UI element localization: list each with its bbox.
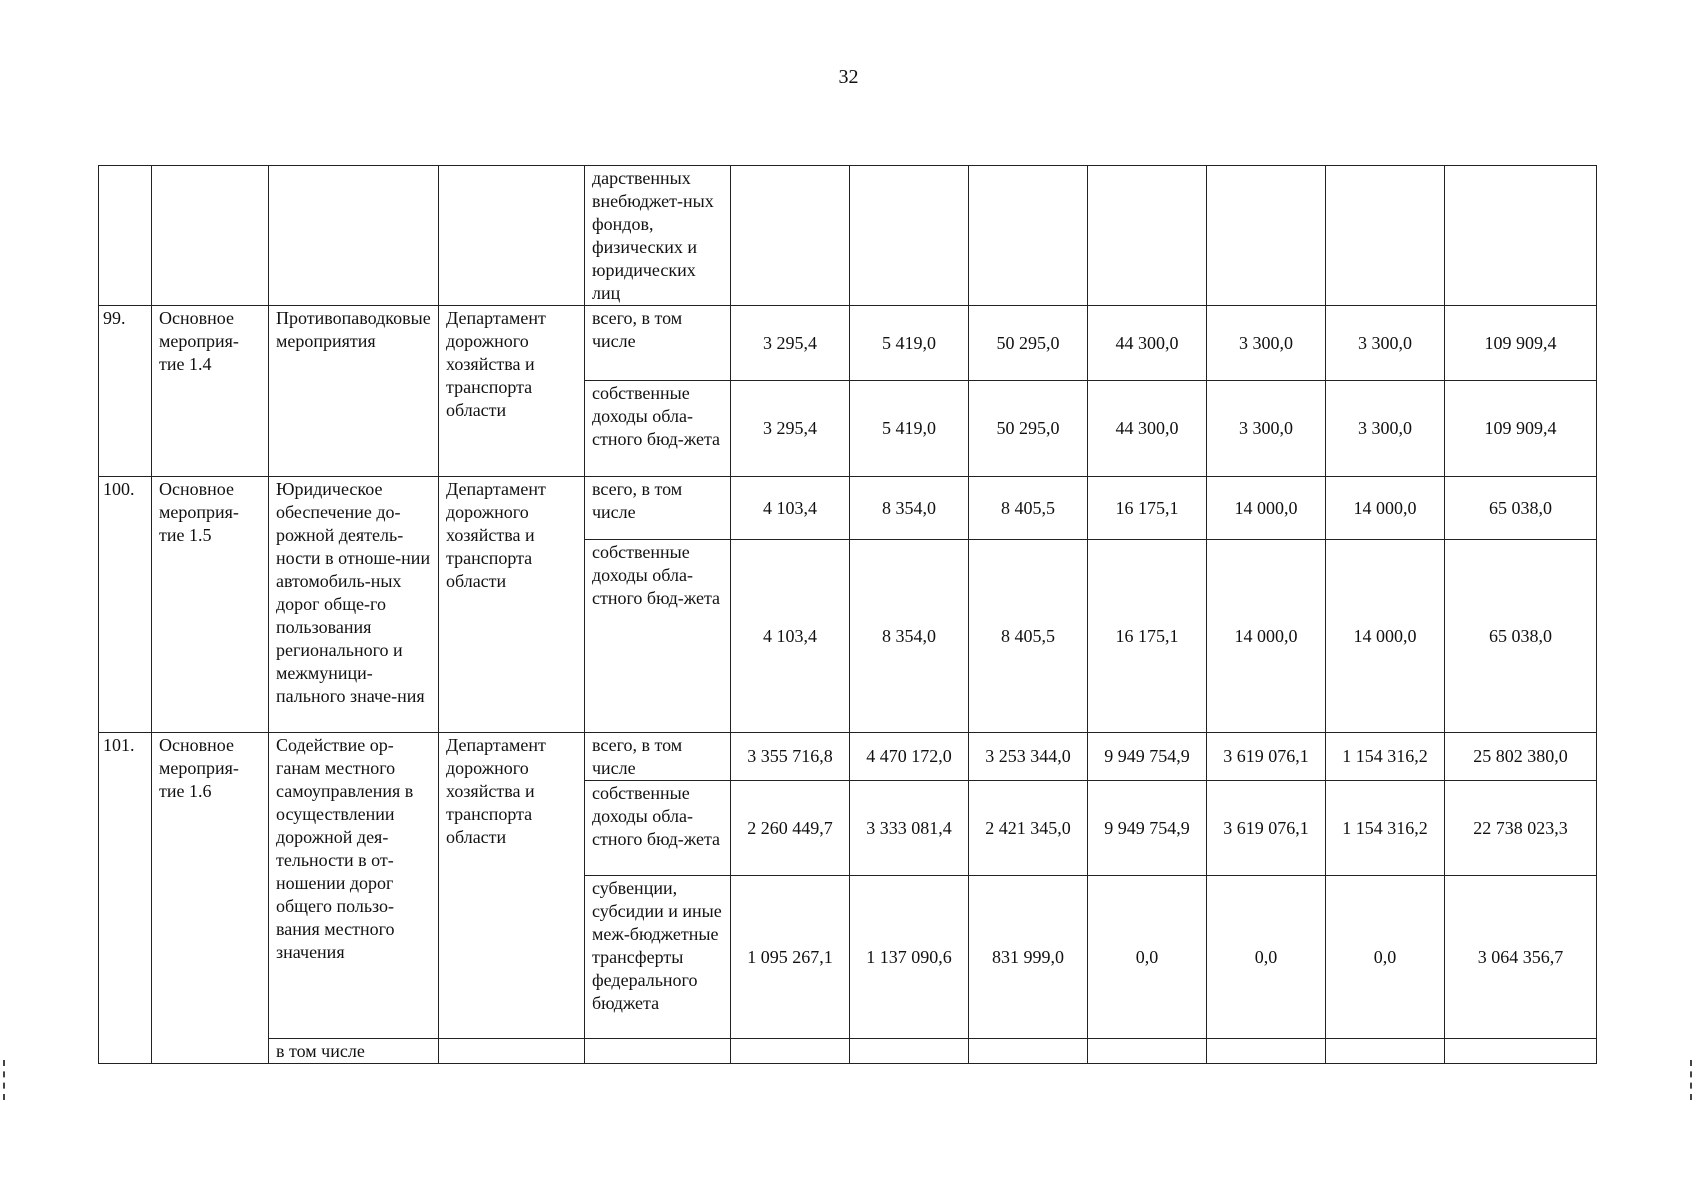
total-cell: 65 038,0 bbox=[1445, 540, 1597, 733]
event-name-cell: Юридическое обеспечение до-рожной деятель-ности в отноше-нии автомобиль-ных дорог обще-го пользования регионального и межмуници-пального значе-ния bbox=[269, 477, 439, 733]
value-cell: 8 354,0 bbox=[850, 477, 969, 540]
scan-margin-mark bbox=[3, 1060, 7, 1100]
value-cell: 5 419,0 bbox=[850, 306, 969, 381]
value-cell: 1 137 090,6 bbox=[850, 876, 969, 1039]
value-cell: 16 175,1 bbox=[1088, 477, 1207, 540]
value-cell: 0,0 bbox=[1207, 876, 1326, 1039]
value-cell: 1 095 267,1 bbox=[731, 876, 850, 1039]
value-cell: 3 300,0 bbox=[1326, 381, 1445, 477]
table-cell bbox=[969, 166, 1088, 306]
value-cell: 0,0 bbox=[1326, 876, 1445, 1039]
total-cell: 65 038,0 bbox=[1445, 477, 1597, 540]
table-cell bbox=[152, 166, 269, 306]
value-cell: 3 355 716,8 bbox=[731, 733, 850, 781]
total-cell: 109 909,4 bbox=[1445, 381, 1597, 477]
event-cell: Основное мероприя-тие 1.4 bbox=[152, 306, 269, 477]
value-cell: 16 175,1 bbox=[1088, 540, 1207, 733]
funding-source-cell: собственные доходы обла-стного бюд-жета bbox=[585, 381, 731, 477]
value-cell: 2 421 345,0 bbox=[969, 781, 1088, 876]
value-cell: 50 295,0 bbox=[969, 306, 1088, 381]
value-cell: 3 295,4 bbox=[731, 381, 850, 477]
event-name-cell: Содействие ор-ганам местного самоуправления в осуществлении дорожной дея-тельности в от-ношении дорог общего пользо-вания местного значения bbox=[269, 733, 439, 1039]
value-cell: 8 405,5 bbox=[969, 477, 1088, 540]
table-cell bbox=[969, 1039, 1088, 1064]
value-cell: 1 154 316,2 bbox=[1326, 733, 1445, 781]
value-cell: 44 300,0 bbox=[1088, 381, 1207, 477]
value-cell: 9 949 754,9 bbox=[1088, 733, 1207, 781]
table-cell bbox=[850, 1039, 969, 1064]
row-index: 100. bbox=[99, 477, 152, 733]
value-cell: 44 300,0 bbox=[1088, 306, 1207, 381]
value-cell: 50 295,0 bbox=[969, 381, 1088, 477]
funding-source-cell: субвенции, субсидии и иные меж-бюджетные трансферты федерального бюджета bbox=[585, 876, 731, 1039]
value-cell: 8 405,5 bbox=[969, 540, 1088, 733]
value-cell: 3 295,4 bbox=[731, 306, 850, 381]
value-cell: 14 000,0 bbox=[1326, 540, 1445, 733]
continuation-source-cell: дарственных внебюджет-ных фондов, физических и юридических лиц bbox=[585, 166, 731, 306]
table-cell bbox=[1207, 1039, 1326, 1064]
table-cell bbox=[1207, 166, 1326, 306]
row-index: 99. bbox=[99, 306, 152, 477]
table-cell bbox=[1326, 166, 1445, 306]
value-cell: 8 354,0 bbox=[850, 540, 969, 733]
executor-cell: Департамент дорожного хозяйства и транспорта области bbox=[439, 477, 585, 733]
table-cell bbox=[1445, 166, 1597, 306]
value-cell: 3 619 076,1 bbox=[1207, 733, 1326, 781]
event-name-cell: Противопаводковые мероприятия bbox=[269, 306, 439, 477]
value-cell: 3 253 344,0 bbox=[969, 733, 1088, 781]
table-cell bbox=[1088, 166, 1207, 306]
executor-cell: Департамент дорожного хозяйства и транспорта области bbox=[439, 733, 585, 1039]
table-cell bbox=[1326, 1039, 1445, 1064]
value-cell: 1 154 316,2 bbox=[1326, 781, 1445, 876]
table-cell bbox=[1445, 1039, 1597, 1064]
scan-margin-mark bbox=[1690, 1060, 1694, 1100]
table-cell bbox=[439, 166, 585, 306]
funding-source-cell: собственные доходы обла-стного бюд-жета bbox=[585, 540, 731, 733]
table-row bbox=[99, 733, 1597, 781]
total-cell: 109 909,4 bbox=[1445, 306, 1597, 381]
total-cell: 25 802 380,0 bbox=[1445, 733, 1597, 781]
total-cell: 3 064 356,7 bbox=[1445, 876, 1597, 1039]
table-cell bbox=[99, 166, 152, 306]
value-cell: 4 103,4 bbox=[731, 540, 850, 733]
value-cell: 3 300,0 bbox=[1207, 306, 1326, 381]
table-cell bbox=[731, 1039, 850, 1064]
value-cell: 4 103,4 bbox=[731, 477, 850, 540]
event-cell: Основное мероприя-тие 1.5 bbox=[152, 477, 269, 733]
total-cell: 22 738 023,3 bbox=[1445, 781, 1597, 876]
funding-source-cell: всего, в том числе bbox=[585, 733, 731, 781]
table-row bbox=[99, 166, 1597, 306]
executor-cell: Департамент дорожного хозяйства и транспорта области bbox=[439, 306, 585, 477]
table-cell bbox=[850, 166, 969, 306]
value-cell: 3 333 081,4 bbox=[850, 781, 969, 876]
table-cell bbox=[439, 1039, 585, 1064]
table-cell bbox=[1088, 1039, 1207, 1064]
table-row bbox=[99, 306, 1597, 381]
value-cell: 831 999,0 bbox=[969, 876, 1088, 1039]
table-cell bbox=[731, 166, 850, 306]
value-cell: 2 260 449,7 bbox=[731, 781, 850, 876]
table-row bbox=[99, 477, 1597, 540]
tail-label-cell: в том числе bbox=[269, 1039, 439, 1064]
value-cell: 14 000,0 bbox=[1326, 477, 1445, 540]
value-cell: 14 000,0 bbox=[1207, 540, 1326, 733]
table-row bbox=[99, 1039, 1597, 1064]
value-cell: 14 000,0 bbox=[1207, 477, 1326, 540]
table-cell bbox=[269, 166, 439, 306]
table-cell bbox=[585, 1039, 731, 1064]
funding-source-cell: всего, в том числе bbox=[585, 306, 731, 381]
page-number: 32 bbox=[838, 66, 859, 88]
event-cell: Основное мероприя-тие 1.6 bbox=[152, 733, 269, 1064]
value-cell: 5 419,0 bbox=[850, 381, 969, 477]
value-cell: 4 470 172,0 bbox=[850, 733, 969, 781]
row-index: 101. bbox=[99, 733, 152, 1064]
value-cell: 3 300,0 bbox=[1326, 306, 1445, 381]
value-cell: 9 949 754,9 bbox=[1088, 781, 1207, 876]
value-cell: 0,0 bbox=[1088, 876, 1207, 1039]
value-cell: 3 300,0 bbox=[1207, 381, 1326, 477]
funding-source-cell: собственные доходы обла-стного бюд-жета bbox=[585, 781, 731, 876]
funding-source-cell: всего, в том числе bbox=[585, 477, 731, 540]
budget-table bbox=[98, 165, 1597, 1064]
value-cell: 3 619 076,1 bbox=[1207, 781, 1326, 876]
